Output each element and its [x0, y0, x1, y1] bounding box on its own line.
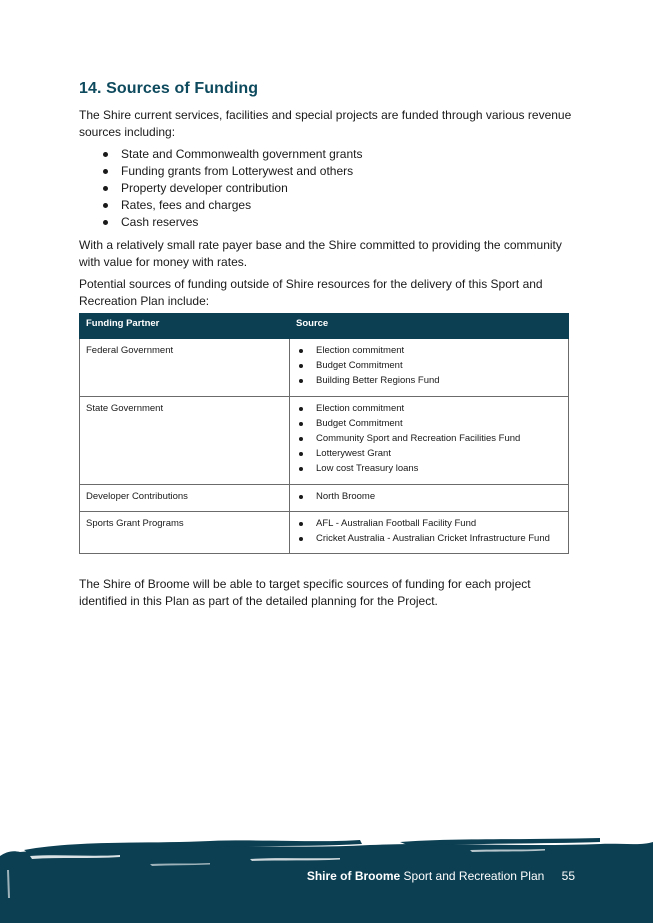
funding-table [79, 313, 569, 554]
section-heading: 14. Sources of Funding [79, 80, 259, 97]
list-item: Property developer contribution [101, 180, 575, 197]
list-item: Cash reserves [101, 214, 575, 231]
closing-paragraph: The Shire of Broome will be able to target specific sources of funding for each project identified in this Plan as part of the detailed planning for the Project. [79, 577, 531, 608]
source-item: Cricket Australia - Australian Cricket Infrastructure Fund [296, 531, 562, 546]
footer-caption [307, 869, 575, 883]
table-row [80, 396, 569, 484]
list-item: Funding grants from Lotterywest and others [101, 163, 575, 180]
page-content [79, 80, 575, 615]
source-cell [290, 396, 569, 484]
column-header-source: Source [290, 314, 569, 339]
ratebase-paragraph: With a relatively small rate payer base and the Shire committed to providing the community with value for money with rates. [79, 238, 562, 269]
list-item: Rates, fees and charges [101, 197, 575, 214]
source-item: Lotterywest Grant [296, 446, 562, 461]
table-row [80, 339, 569, 397]
table-header-row [80, 314, 569, 339]
partner-cell: Federal Government [80, 339, 290, 397]
intro-paragraph: The Shire current services, facilities and special projects are funded through various revenue sources including: [79, 108, 572, 139]
source-item: AFL - Australian Football Facility Fund [296, 516, 562, 531]
source-cell [290, 339, 569, 397]
source-item: Election commitment [296, 401, 562, 416]
page-number: 55 [561, 869, 575, 883]
partner-cell: Developer Contributions [80, 484, 290, 511]
source-item: Low cost Treasury loans [296, 461, 562, 476]
list-item: State and Commonwealth government grants [101, 146, 575, 163]
column-header-partner: Funding Partner [80, 314, 290, 339]
source-item: Budget Commitment [296, 416, 562, 431]
revenue-sources-list [79, 146, 575, 231]
source-item: Community Sport and Recreation Facilities Fund [296, 431, 562, 446]
partner-cell: State Government [80, 396, 290, 484]
table-row [80, 511, 569, 553]
table-row [80, 484, 569, 511]
potential-paragraph: Potential sources of funding outside of Shire resources for the delivery of this Sport and Recreation Plan include: [79, 277, 543, 308]
source-cell [290, 484, 569, 511]
partner-cell: Sports Grant Programs [80, 511, 290, 553]
source-item: Election commitment [296, 343, 562, 358]
source-item: North Broome [296, 489, 562, 504]
footer-org-name: Shire of Broome [306, 869, 401, 883]
source-item: Building Better Regions Fund [296, 373, 562, 388]
source-cell [290, 511, 569, 553]
source-item: Budget Commitment [296, 358, 562, 373]
footer-doc-title: Sport and Recreation Plan [403, 869, 545, 883]
